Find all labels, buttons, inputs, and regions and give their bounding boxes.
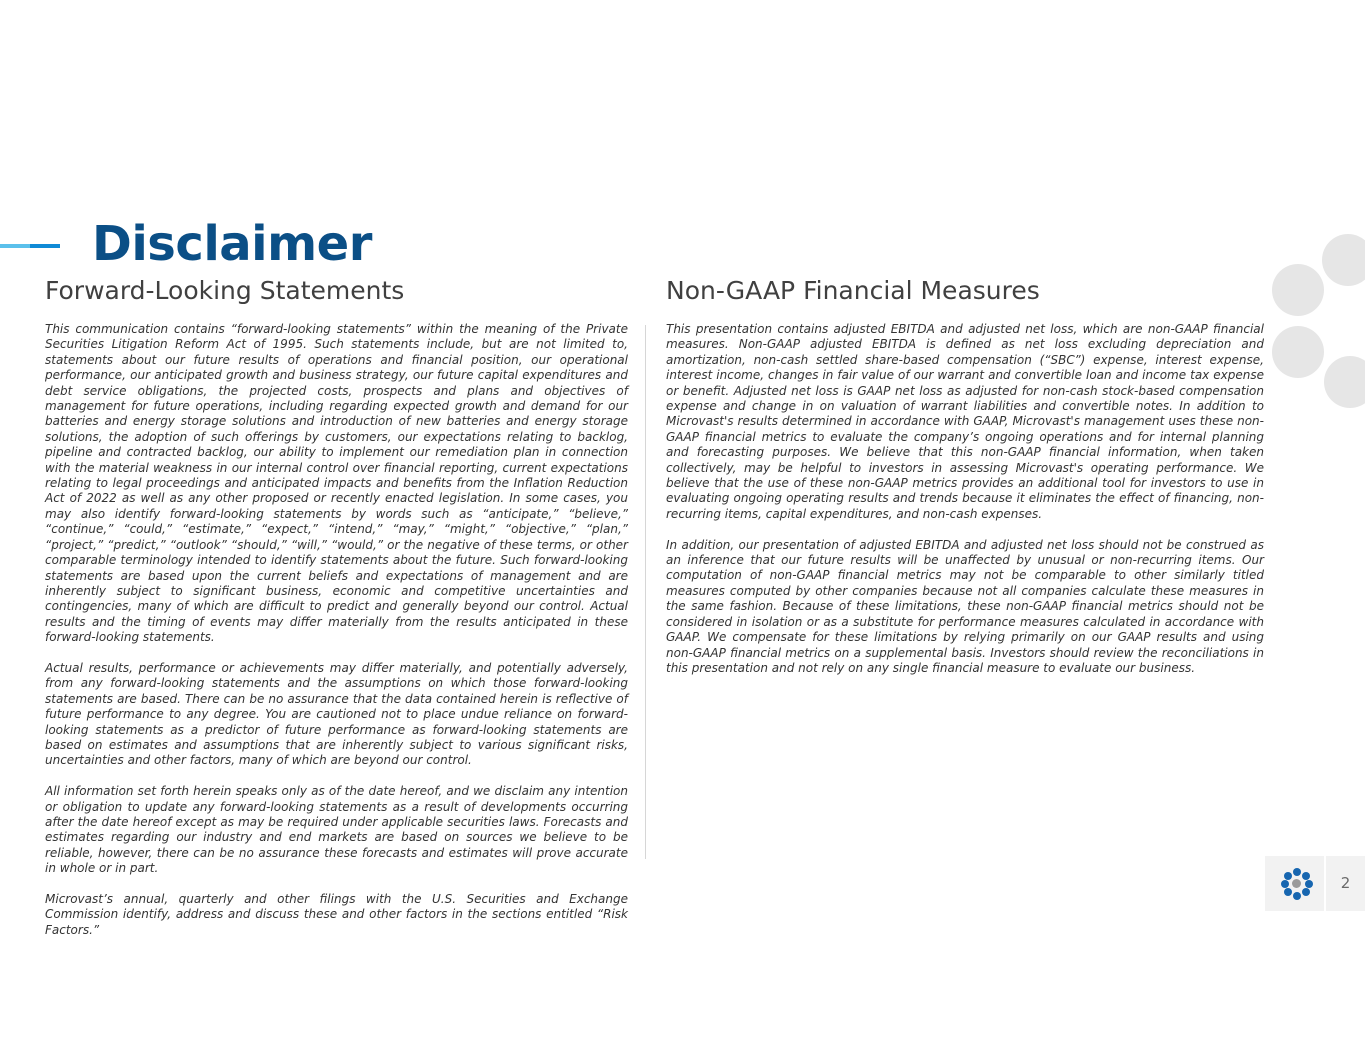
deco-circle: [1324, 356, 1365, 408]
forward-looking-section: [45, 276, 628, 954]
non-gaap-paragraph-1: This presentation contains adjusted EBITDA and adjusted net loss, which are non-GAAP financial measures. Non-GAAP adjusted EBITDA is defined as net loss excluding depreciation and amortization, non-cash settled share-based compensation (“SBC”) expense, interest expense, interest income, changes in fair value of our warrant and convertible loan and income tax expense or benefit. Adjusted net loss is GAAP net loss as adjusted for non-cash stock-based compensation expense and change in on valuation of warrant liabilities and convertible notes. In addition to Microvast's results determined in accordance with GAAP, Microvast's management uses these non-GAAP financial metrics to evaluate the company’s ongoing operations and for internal planning and forecasting purposes. We believe that this non-GAAP financial information, when taken collectively, may be helpful to investors in assessing Microvast's operating performance. We believe that the use of these non-GAAP metrics provides an additional tool for investors to use in evaluating ongoing operating results and trends because it eliminates the effect of financing, non-recurring items, capital expenditures, and non-cash expenses.: [666, 322, 1264, 521]
forward-looking-paragraph-3: All information set forth herein speaks only as of the date hereof, and we disclaim any intention or obligation to update any forward-looking statements as a result of developments occurring after the date hereof except as may be required under applicable securities laws. Forecasts and estimates regarding our industry and end markets are based on sources we believe to be reliable, however, there can be no assurance these forecasts and estimates will prove accurate in whole or in part.: [45, 784, 628, 876]
non-gaap-paragraph-2: In addition, our presentation of adjusted EBITDA and adjusted net loss should not be construed as an inference that our future results will be unaffected by unusual or non-recurring items. Our computation of non-GAAP financial metrics may not be comparable to other similarly titled measures computed by other companies because not all companies calculate these measures in the same fashion. Because of these limitations, these non-GAAP financial metrics should not be considered in isolation or as a substitute for performance measures calculated in accordance with GAAP. We compensate for these limitations by relying primarily on our GAAP results and using non-GAAP financial metrics on a supplemental basis. Investors should review the reconciliations in this presentation and not rely on any single financial measure to evaluate our business.: [666, 537, 1264, 675]
non-gaap-section: [666, 276, 1264, 692]
forward-looking-paragraph-4: Microvast’s annual, quarterly and other filings with the U.S. Securities and Exchange Commission identify, address and discuss these and other factors in the sections entitled “Risk Factors.”: [45, 891, 628, 937]
forward-looking-heading: Forward-Looking Statements: [45, 276, 405, 305]
forward-looking-paragraph-2: Actual results, performance or achievements may differ materially, and potentially adversely, from any forward-looking statements and the assumptions on which those forward-looking statements are based. There can be no assurance that the data contained herein is reflective of future performance to any degree. You are cautioned not to place undue reliance on forward-looking statements as a predictor of future performance as forward-looking statements are based on estimates and assumptions that are inherently subject to various significant risks, uncertainties and other factors, many of which are beyond our control.: [45, 660, 628, 768]
forward-looking-paragraph-1: This communication contains “forward-looking statements” within the meaning of the Private Securities Litigation Reform Act of 1995. Such statements include, but are not limited to, statements about our future results of operations and financial position, our operational performance, our anticipated growth and business strategy, our future capital expenditures and debt service obligations, the projected costs, prospects and plans and objectives of management for future operations, including regarding expected growth and demand for our batteries and energy storage solutions and introduction of new batteries and energy storage solutions, the adoption of such offerings by customers, our expectations relating to backlog, pipeline and contracted backlog, our ability to implement our remediation plan in connection with the material weakness in our internal control over financial reporting, current expectations relating to legal proceedings and anticipated impacts and benefits from the Inflation Reduction Act of 2022 as well as any other proposed or recently enacted legislation. In some cases, you may also identify forward-looking statements by words such as “anticipate,” “believe,” “continue,” “could,” “estimate,” “expect,” “intend,” “may,” “might,” “objective,” “plan,” “project,” “predict,” “outlook” “should,” “will,” “would,” or the negative of these terms, or other comparable terminology intended to identify statements about the future. Such forward-looking statements are based upon the current beliefs and expectations of management and are inherently subject to significant business, economic and competitive uncertainties and contingencies, many of which are difficult to predict and generally beyond our control. Actual results and the timing of events may differ materially from the results anticipated in these forward-looking statements.: [45, 322, 628, 645]
page-title: Disclaimer: [92, 216, 372, 272]
non-gaap-heading: Non-GAAP Financial Measures: [666, 276, 1040, 305]
deco-circle: [1272, 264, 1324, 316]
deco-circle: [1272, 326, 1324, 378]
deco-circle: [1322, 234, 1365, 286]
column-divider: [645, 325, 646, 859]
title-accent-line-dark: [30, 244, 60, 248]
microvast-logo-icon: [1281, 868, 1313, 900]
title-accent-line-light: [0, 244, 30, 248]
page-number: 2: [1340, 874, 1351, 892]
decorative-circles: [1262, 230, 1365, 415]
footer: [1265, 856, 1365, 911]
